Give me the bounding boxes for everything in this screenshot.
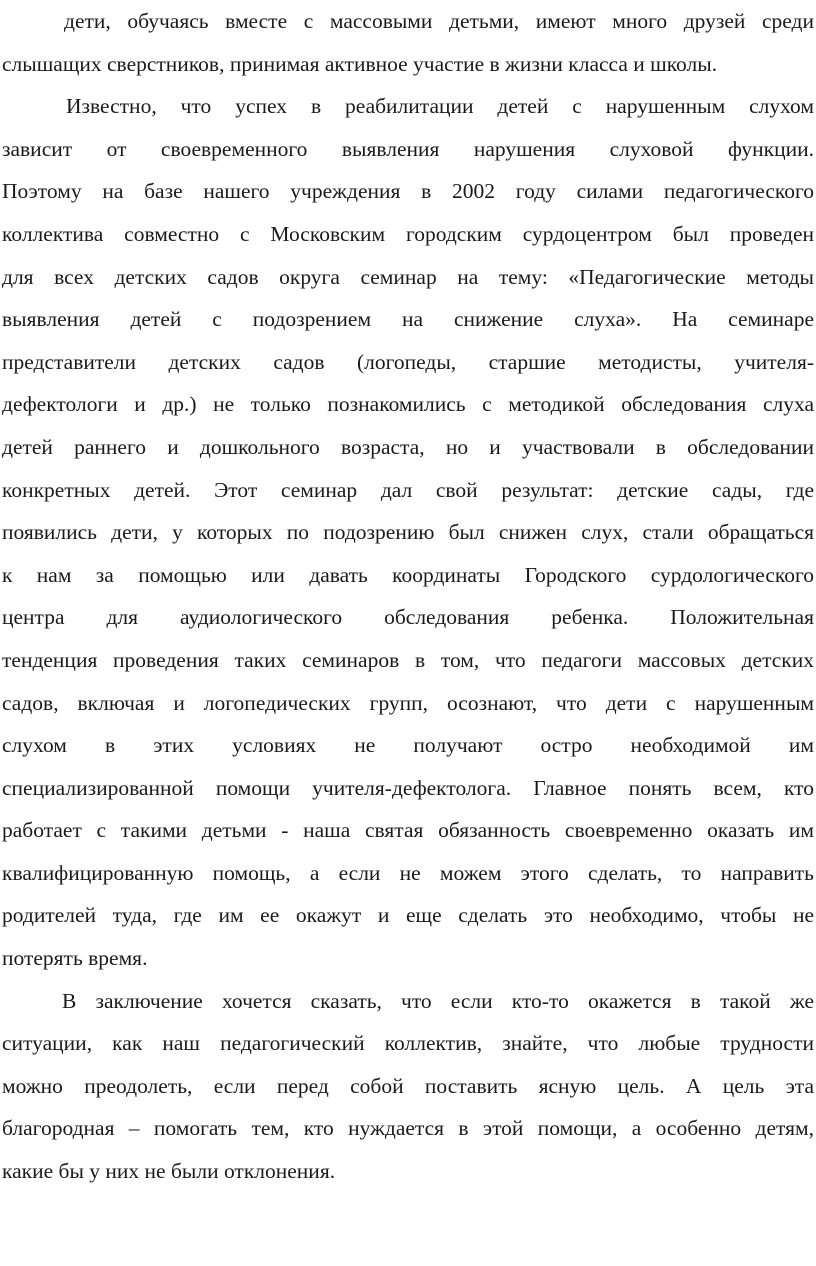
- paragraph: [2, 85, 814, 979]
- text-line: В заключение хочется сказать, что если кто-то окажется в такой же: [62, 988, 814, 1013]
- text-line: к нам за помощью или давать координаты Городского сурдологического: [2, 562, 814, 587]
- document-body: [2, 0, 814, 1193]
- text-line: появились дети, у которых по подозрению был снижен слух, стали обращаться: [2, 520, 814, 545]
- text-line: зависит от своевременного выявления нарушения слуховой функции.: [2, 136, 814, 161]
- text-line: Поэтому на базе нашего учреждения в 2002 году силами педагогического: [2, 179, 814, 204]
- text-line: тенденция проведения таких семинаров в том, что педагоги массовых детских: [2, 647, 814, 672]
- text-line: садов, включая и логопедических групп, осознают, что дети с нарушенным: [2, 690, 814, 715]
- text-line: слышащих сверстников, принимая активное участие в жизни класса и школы.: [2, 51, 718, 76]
- text-line: дети, обучаясь вместе с массовыми детьми, имеют много друзей среди: [64, 9, 814, 33]
- text-line: конкретных детей. Этот семинар дал свой результат: детские сады, где: [2, 477, 814, 502]
- paragraph-continuation: [2, 0, 814, 85]
- text-line: квалифицированную помощь, а если не можем этого сделать, то направить: [2, 860, 814, 885]
- text-line: для всех детских садов округа семинар на тему: «Педагогические методы: [2, 264, 814, 289]
- text-line: слухом в этих условиях не получают остро необходимой им: [2, 733, 814, 758]
- text-line: дефектологи и др.) не только познакомились с методикой обследования слуха: [2, 392, 814, 417]
- text-line: работает с такими детьми - наша святая обязанность своевременно оказать им: [2, 818, 814, 843]
- text-line: Известно, что успех в реабилитации детей с нарушенным слухом: [66, 94, 814, 119]
- text-line: потерять время.: [2, 946, 148, 971]
- text-line: какие бы у них не были отклонения.: [2, 1159, 336, 1184]
- text-line: родителей туда, где им ее окажут и еще сделать это необходимо, чтобы не: [2, 903, 814, 928]
- text-line: специализированной помощи учителя-дефектолога. Главное понять всем, кто: [2, 775, 814, 800]
- text-line: детей раннего и дошкольного возраста, но и участвовали в обследовании: [2, 434, 814, 459]
- text-line: выявления детей с подозрением на снижение слуха». На семинаре: [2, 307, 814, 332]
- text-line: можно преодолеть, если перед собой поставить ясную цель. А цель эта: [2, 1073, 814, 1098]
- text-line: центра для аудиологического обследования ребенка. Положительная: [2, 605, 814, 630]
- text-line: представители детских садов (логопеды, старшие методисты, учителя-: [2, 349, 814, 374]
- text-line: благородная – помогать тем, кто нуждается в этой помощи, а особенно детям,: [2, 1116, 814, 1141]
- paragraph: [2, 980, 814, 1193]
- text-line: ситуации, как наш педагогический коллектив, знайте, что любые трудности: [2, 1031, 814, 1056]
- text-line: коллектива совместно с Московским городским сурдоцентром был проведен: [2, 221, 814, 246]
